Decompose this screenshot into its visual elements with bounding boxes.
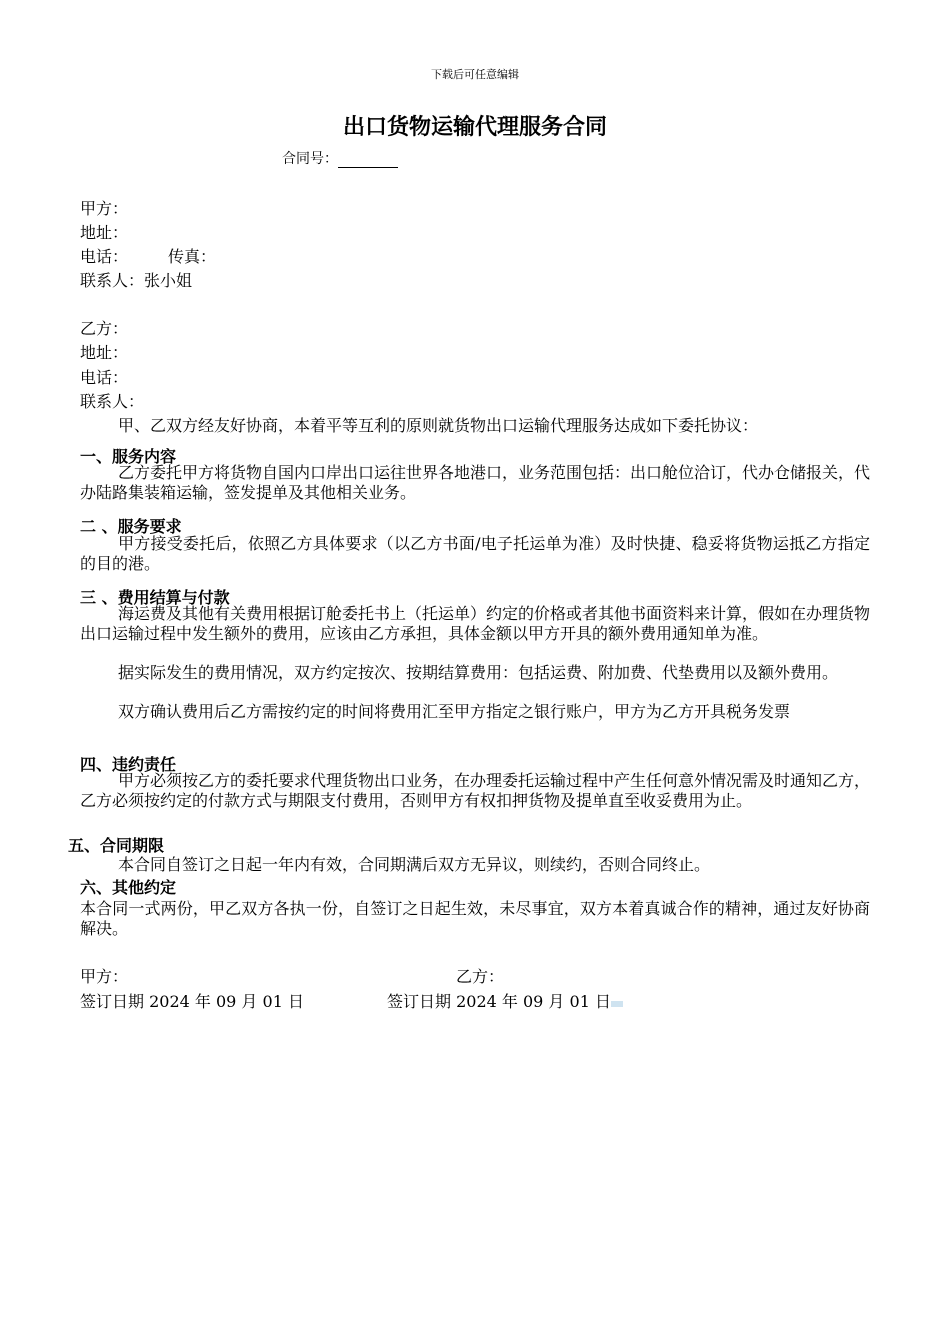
section-2-paragraph: 甲方接受委托后，依照乙方具体要求（以乙方书面/电子托运单为准）及时快捷、稳妥将货物运抵乙方指定的目的港。 [80,534,870,573]
section-5-title: 五、合同期限 [68,836,165,855]
party-a-label: 甲方： [80,199,129,218]
contract-number-blank[interactable] [338,153,398,168]
party-a-phone: 电话： [80,247,129,266]
document-title: 出口货物运输代理服务合同 [342,115,607,140]
signature-date-b-row [387,989,623,1012]
section-4-paragraph: 甲方必须按乙方的委托要求代理货物出口业务，在办理委托运输过程中产生任何意外情况需及时通知乙方，乙方必须按约定的付款方式与期限支付费用，否则甲方有权扣押货物及提单直至收妥费用为止。 [80,771,871,810]
section-3-paragraph-2: 据实际发生的费用情况，双方约定按次、按期结算费用：包括运费、附加费、代垫费用以及额外费用。 [118,663,839,682]
section-5-paragraph: 本合同自签订之日起一年内有效，合同期满后双方无异议，则续约，否则合同终止。 [118,855,711,874]
section-1-title: 一、服务内容 [80,447,177,466]
section-1-paragraph: 乙方委托甲方将货物自国内口岸出口运往世界各地港口，业务范围包括：出口舱位洽订，代办仓储报关，代办陆路集装箱运输，签发提单及其他相关业务。 [80,463,871,502]
contract-number [282,148,398,168]
signature-date-a: 签订日期 2024 年 09 月 01 日 [80,992,304,1011]
section-6-title: 六、其他约定 [80,878,177,897]
section-3-paragraph-3: 双方确认费用后乙方需按约定的时间将费用汇至甲方指定之银行账户，甲方为乙方开具税务发票 [118,702,791,721]
section-6-paragraph: 本合同一式两份，甲乙双方各执一份，自签订之日起生效，未尽事宜，双方本着真诚合作的精神，通过友好协商解决。 [80,899,870,938]
contract-number-label: 合同号： [282,151,338,167]
signature-date-b: 签订日期 2024 年 09 月 01 日 [387,992,611,1011]
header-note: 下载后可任意编辑 [431,68,519,81]
party-b-contact: 联系人： [80,392,145,411]
party-b-address: 地址： [80,343,129,362]
section-2-title: 二 、服务要求 [80,517,182,536]
party-b-label: 乙方： [80,319,129,338]
text-cursor-marker [611,1001,623,1007]
signature-party-b: 乙方： [456,967,505,986]
section-3-paragraph-1: 海运费及其他有关费用根据订舱委托书上（托运单）约定的价格或者其他书面资料来计算，假如在办理货物出口运输过程中发生额外的费用，应该由乙方承担，具体金额以甲方开具的额外费用通知单为准。 [80,604,871,643]
intro-paragraph: 甲、乙双方经友好协商，本着平等互利的原则就货物出口运输代理服务达成如下委托协议： [118,416,759,435]
party-a-contact: 联系人：张小姐 [80,271,193,290]
signature-party-a: 甲方： [80,967,129,986]
party-a-address: 地址： [80,223,129,242]
section-4-title: 四、违约责任 [80,755,177,774]
section-3-title: 三 、费用结算与付款 [80,588,230,607]
party-a-fax: 传真： [168,247,217,266]
party-b-phone: 电话： [80,368,129,387]
